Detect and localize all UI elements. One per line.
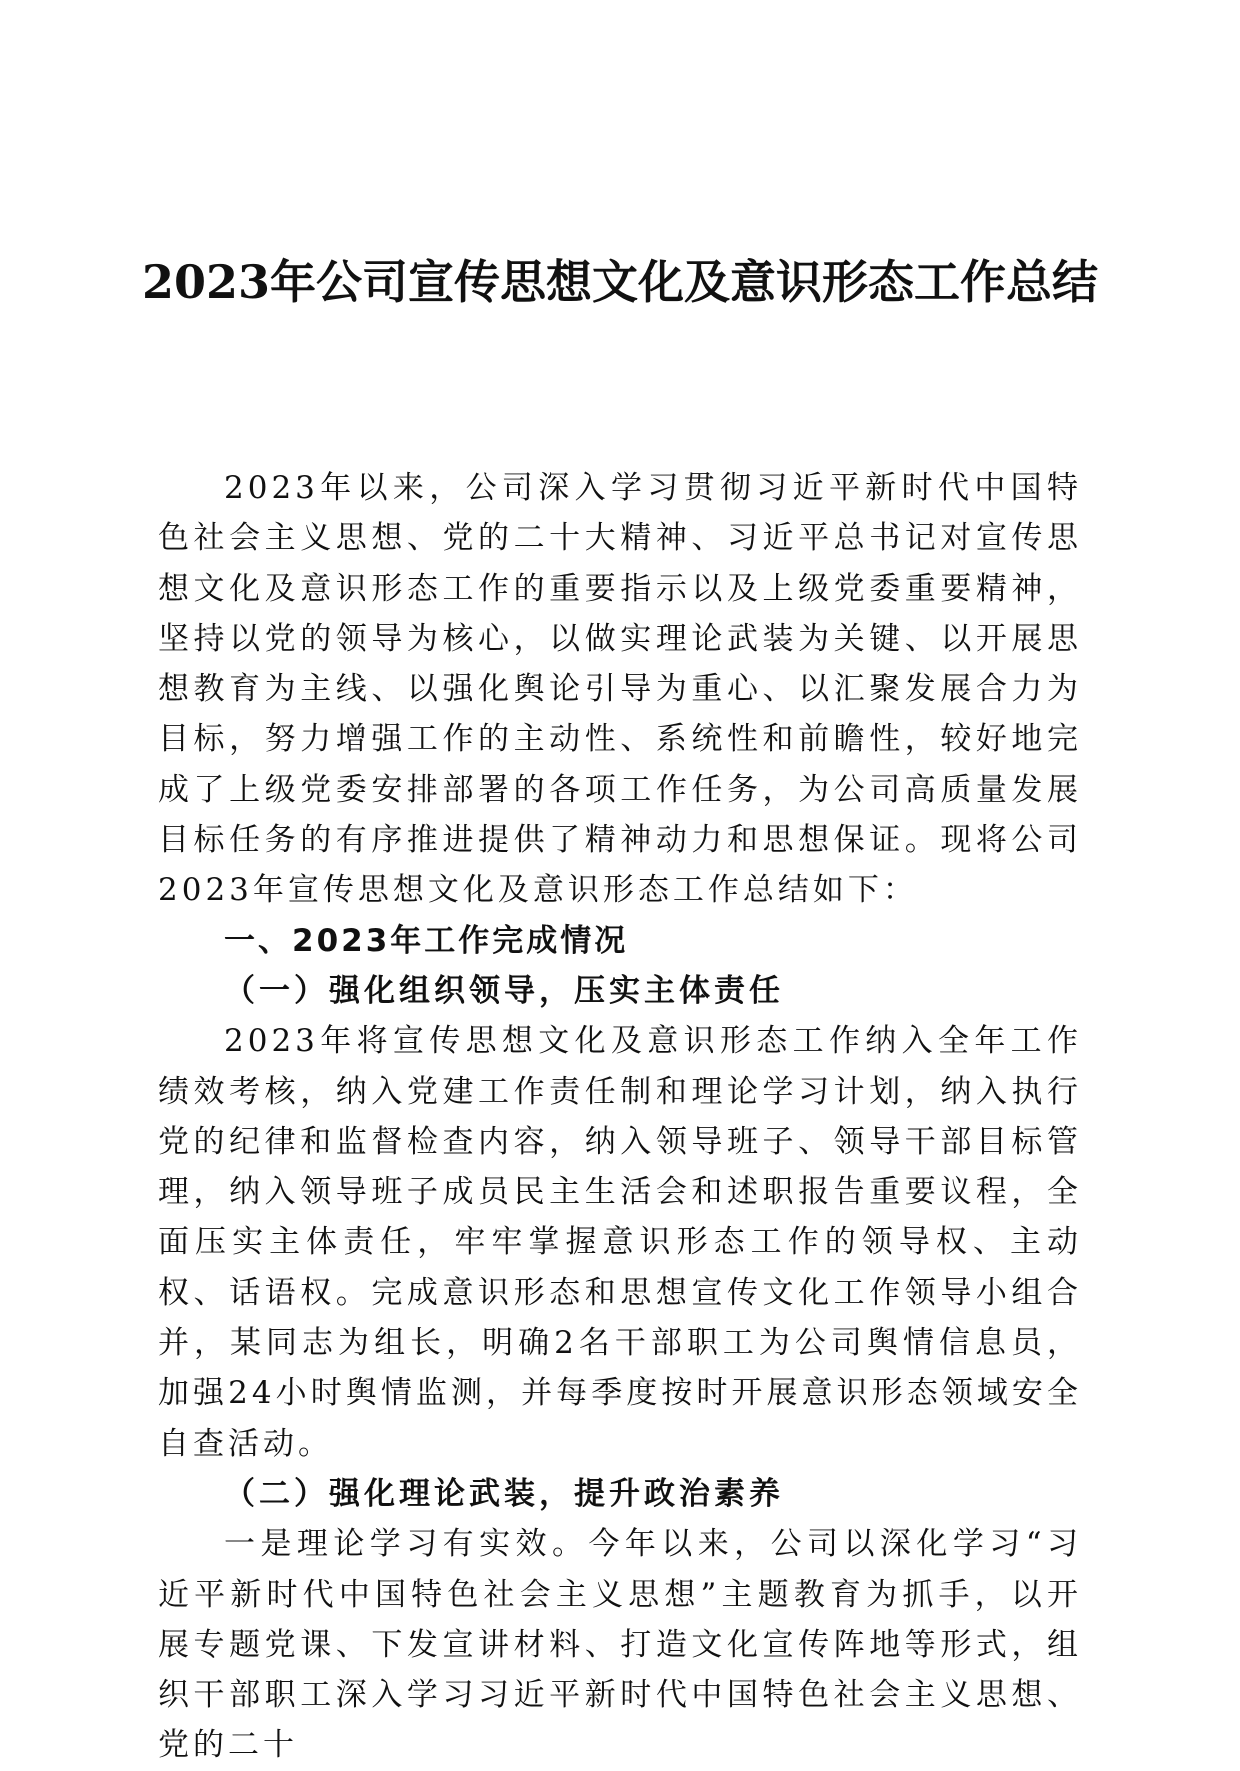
subsection-heading-1: （一）强化组织领导，压实主体责任 — [224, 972, 784, 1009]
intro-paragraph: 2023年以来，公司深入学习贯彻习近平新时代中国特色社会主义思想、党的二十大精神、习近平总书记对宣传思想文化及意识形态工作的重要指示以及上级党委重要精神，坚持以党的领导为核心，以做实理论武装为关键、以开展思想教育为主线、以强化舆论引导为重心、以汇聚发展合力为目标，努力增强工作的主动性、系统性和前瞻性，较好地完成了上级党委安排部署的各项工作任务，为公司高质量发展目标任务的有序推进提供了精神动力和思想保证。现将公司2023年宣传思想文化及意识形态工作总结如下： — [158, 470, 1082, 909]
subsection-heading-2: （二）强化理论武装，提升政治素养 — [224, 1475, 784, 1512]
document-body — [158, 463, 1082, 1771]
section-1-paragraph: 2023年将宣传思想文化及意识形态工作纳入全年工作绩效考核，纳入党建工作责任制和理论学习计划，纳入执行党的纪律和监督检查内容，纳入领导班子、领导干部目标管理，纳入领导班子成员民主生活会和述职报告重要议程，全面压实主体责任，牢牢掌握意识形态工作的领导权、主动权、话语权。完成意识形态和思想宣传文化工作领导小组合并，某同志为组长，明确2名干部职工为公司舆情信息员，加强24小时舆情监测，并每季度按时开展意识形态领域安全自查活动。 — [158, 1023, 1082, 1462]
document-title: 2023年公司宣传思想文化及意识形态工作总结 — [141, 255, 1099, 309]
section-heading-1: 一、2023年工作完成情况 — [224, 922, 629, 959]
section-2-paragraph: 一是理论学习有实效。今年以来，公司以深化学习“习近平新时代中国特色社会主义思想”主题教育为抓手，以开展专题党课、下发宣讲材料、打造文化宣传阵地等形式，组织干部职工深入学习习近平新时代中国特色社会主义思想、党的二十 — [158, 1526, 1082, 1764]
